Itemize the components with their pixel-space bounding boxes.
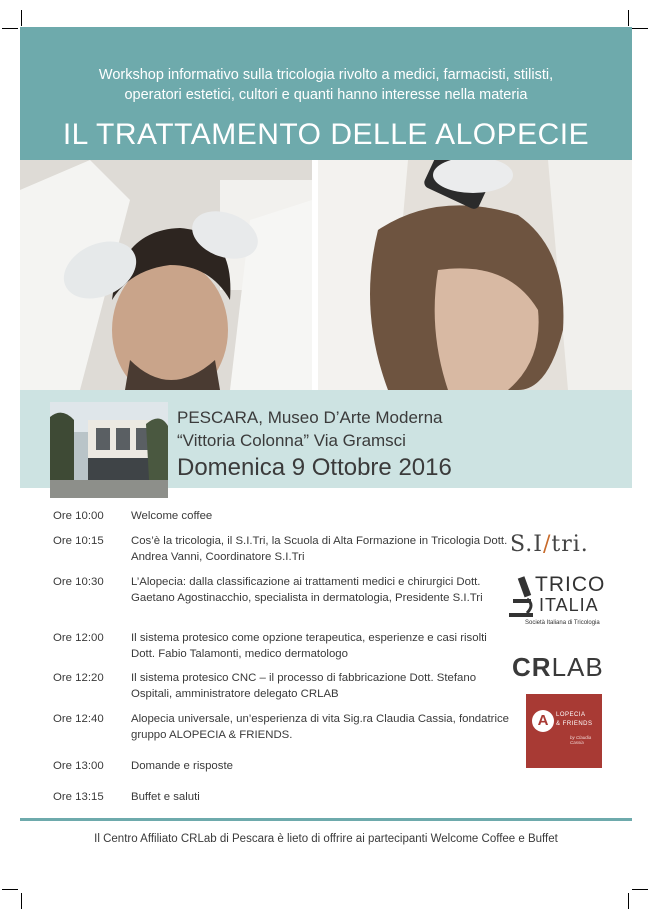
crop-mark [632,28,648,29]
workshop-subtitle [20,65,632,105]
trico-italia-logo [507,573,605,631]
event-date: Domenica 9 Ottobre 2016 [177,454,452,481]
schedule-description: Welcome coffee [131,510,213,522]
venue-city-museum: PESCARA, Museo D’Arte Moderna [177,408,443,427]
italia-logo-word: ITALIA [539,595,599,615]
alopecia-friends-logo [526,694,602,768]
crop-mark [628,10,629,26]
sitri-logo-text-end: tri. [551,532,589,557]
schedule-time: Ore 10:30 [53,576,104,588]
schedule-description: Alopecia universale, un’esperienza di vita Sig.ra Claudia Cassia, fondatrice gruppo ALOPECIA & FRIENDS. [131,713,509,741]
photo-man-scalp-exam [20,160,312,390]
schedule-time: Ore 13:15 [53,791,104,803]
schedule-time: Ore 13:00 [53,760,104,772]
subtitle-line-2: operatori estetici, cultori e quanti hanno interesse nella materia [124,87,528,103]
alopecia-logo-line1: LOPECIA [556,712,586,718]
sitri-logo-slash: / [542,532,552,557]
crop-mark [628,893,629,909]
schedule-description: Buffet e saluti [131,791,200,803]
footer-divider [20,818,632,821]
event-title: IL TRATTAMENTO DELLE ALOPECIE [62,118,590,151]
crop-mark [21,893,22,909]
microscope-icon [507,575,537,619]
schedule-description: Il sistema protesico CNC – il processo di fabbricazione Dott. Stefano Ospitali, amministratore delegato CRLAB [131,672,477,700]
schedule-time: Ore 12:40 [53,713,104,725]
schedule-description: L’Alopecia: dalla classificazione ai trattamenti medici e chirurgici Dott. Gaetano Agostinacchio, specialista in dermatologia, Presidente S.I.Tri [131,576,483,604]
schedule-description: Il sistema protesico come opzione terapeutica, esperienze e casi risolti Dott. Fabio Talamonti, medico dermatologo [131,632,487,660]
schedule-time: Ore 12:20 [53,672,104,684]
sitri-logo-text: S.I [510,532,543,557]
schedule-time: Ore 10:00 [53,510,104,522]
crop-mark [632,889,648,890]
alopecia-logo-signature: by Claudia Cassia [570,735,592,745]
photo-woman-illustration [318,160,632,390]
crop-mark [2,28,18,29]
crlab-logo-lab: LAB [551,652,604,682]
museum-photo [50,402,168,498]
schedule-time: Ore 12:00 [53,632,104,644]
alopecia-logo-line2: & FRIENDS [556,721,593,727]
photo-woman-trichoscope [318,160,632,390]
photo-man-illustration [20,160,312,390]
schedule-time: Ore 10:15 [53,535,104,547]
subtitle-line-1: Workshop informativo sulla tricologia rivolto a medici, farmacisti, stilisti, [98,67,554,83]
schedule-description: Domande e risposte [131,760,233,772]
trico-logo-subtitle: Società Italiana di Tricologia [525,620,600,626]
schedule-description: Cos’è la tricologia, il S.I.Tri, la Scuola di Alta Formazione in Tricologia Dott. Andrea Vanni, Coordinatore S.I.Tri [131,535,508,563]
museum-building-image [50,402,168,498]
trico-logo-word: TRICO [535,573,606,596]
crlab-logo [512,652,604,683]
alopecia-logo-letter: A [532,710,554,732]
footer-note: Il Centro Affiliato CRLab di Pescara è lieto di offrire ai partecipanti Welcome Coffee e Buffet [94,833,558,845]
crop-mark [2,889,18,890]
venue-address: “Vittoria Colonna” Via Gramsci [177,431,406,450]
crop-mark [21,10,22,26]
header-banner [20,27,632,160]
sitri-logo [510,532,604,562]
crlab-logo-cr: CR [512,652,552,682]
